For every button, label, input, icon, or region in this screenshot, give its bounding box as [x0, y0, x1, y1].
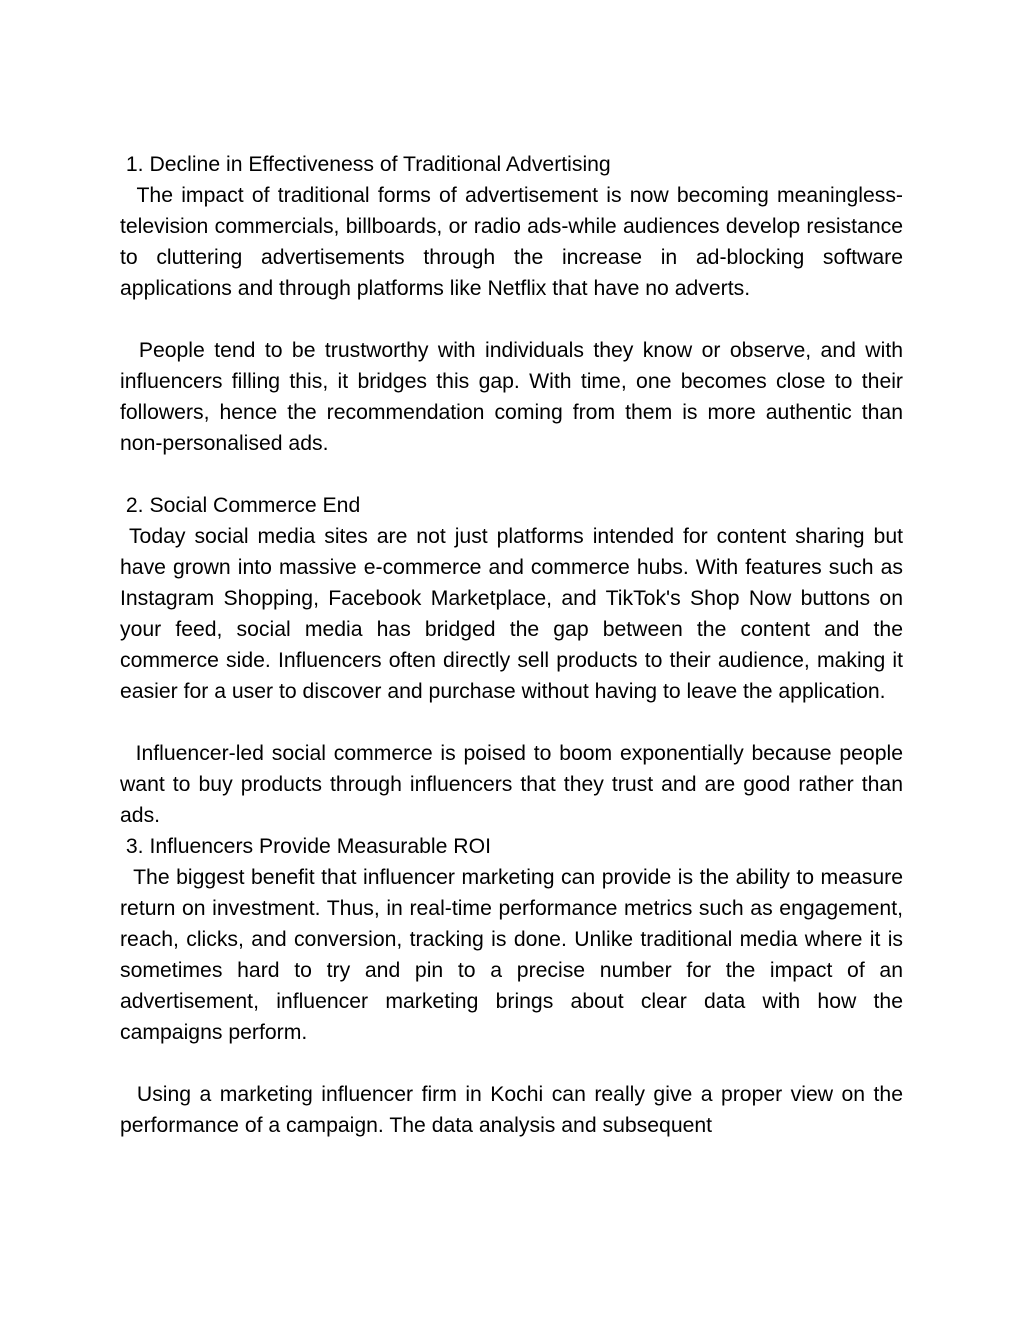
section-heading-2: 2. Social Commerce End — [120, 494, 361, 517]
paragraph-kochi-firm: Using a marketing influencer firm in Kochi can really give a proper view on the performance of a campaign. The data analysis and subsequent — [120, 1083, 909, 1137]
document-page — [120, 149, 909, 1141]
blank-line — [120, 304, 903, 335]
paragraph-social-commerce: Today social media sites are not just platforms intended for content sharing but have grown into massive e-commerce and commerce hubs. With features such as Instagram Shopping, Facebook Marketplace, and TikTok's Shop Now buttons on your feed, social media has bridged the gap between the content and the commerce side. Influencers often directly sell products to their audience, making it easier for a user to discover and purchase without having to leave the application. — [120, 525, 909, 703]
blank-line — [120, 707, 903, 738]
blank-line — [120, 459, 903, 490]
paragraph-roi: The biggest benefit that influencer marketing can provide is the ability to measure return on investment. Thus, in real-time performance metrics such as engagement, reach, clicks, and conversion, tracking is done. Unlike traditional media where it is sometimes hard to try and pin to a precise number for the impact of an advertisement, influencer marketing brings about clear data with how the campaigns perform. — [120, 866, 909, 1044]
blank-line — [120, 1048, 903, 1079]
paragraph-influencer-led: Influencer-led social commerce is poised to boom exponentially because people want to buy products through influencers that they trust and are good rather than ads. — [120, 742, 909, 827]
section-heading-1: 1. Decline in Effectiveness of Traditional Advertising — [120, 153, 611, 176]
paragraph-traditional-ads: The impact of traditional forms of advertisement is now becoming meaningless-television commercials, billboards, or radio ads-while audiences develop resistance to cluttering advertisements through the increase in ad-blocking software applications and through platforms like Netflix that have no adverts. — [120, 184, 909, 300]
section-heading-3: 3. Influencers Provide Measurable ROI — [120, 835, 491, 858]
paragraph-trust: People tend to be trustworthy with individuals they know or observe, and with influencers filling this, it bridges this gap. With time, one becomes close to their followers, hence the recommendation coming from them is more authentic than non-personalised ads. — [120, 339, 909, 455]
